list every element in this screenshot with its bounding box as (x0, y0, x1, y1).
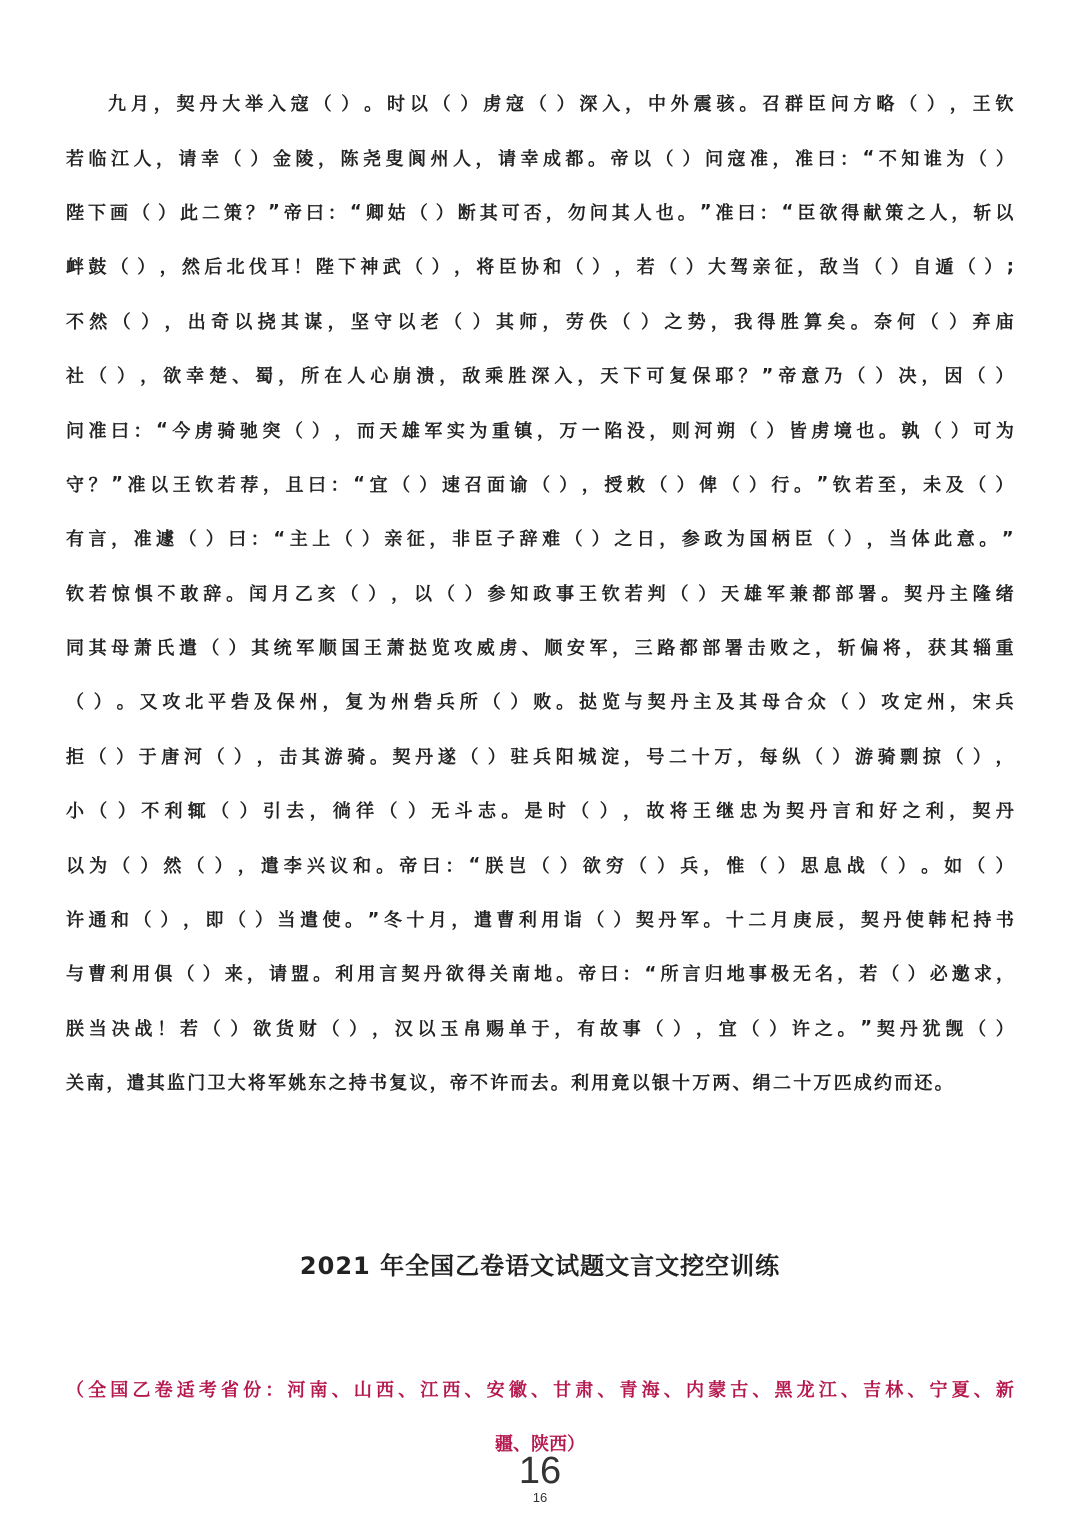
provinces-line: （ 全 国 乙 卷 适 考 省 份 ： 河 南 、 山 西 、 江 西 、 安 徽 、 甘 肃 、 青 海 、 内 蒙 古 、 黑 龙 江 、 吉 林 、 宁 夏 、 新 (66, 1380, 1014, 1401)
page-number-small: 16 (532, 1490, 548, 1505)
section-title: 2021 年全国乙卷语文试题文言文挖空训练 (299, 1252, 781, 1280)
passage-line: 衅 鼓 （ ） ， 然 后 北 伐 耳 ！ 陛 下 神 武 （ ） ， 将 臣 协 和 （ ） ， 若 （ ） 大 驾 亲 征 ， 敌 当 （ ） 自 遁 （ ） ; (66, 255, 1014, 279)
passage-line: 与 曹 利 用 俱 （ ） 来 ， 请 盟 。 利 用 言 契 丹 欲 得 关 南 地 。 帝 曰 ： “ 所 言 归 地 事 极 无 名 ， 若 （ ） 必 邀 求 ， (66, 962, 1014, 986)
passage-line: 拒 （ ） 于 唐 河 （ ） ， 击 其 游 骑 。 契 丹 遂 （ ） 驻 兵 阳 城 淀 ， 号 二 十 万 ， 每 纵 （ ） 游 骑 剽 掠 （ ） ， (66, 746, 1014, 768)
passage-line: 不 然 （ ） ， 出 奇 以 挠 其 谋 ， 坚 守 以 老 （ ） 其 师 ， 劳 佚 （ ） 之 势 ， 我 得 胜 算 矣 。 奈 何 （ ） 弃 庙 (66, 311, 1014, 333)
passage-line: 九 月 ， 契 丹 大 举 入 寇 （ ） 。 时 以 （ ） 虏 寇 （ ） 深 入 ， 中 外 震 骇 。 召 群 臣 问 方 略 （ ） ， 王 钦 (108, 94, 1014, 116)
passage-line: 社 （ ） ， 欲 幸 楚 、 蜀 ， 所 在 人 心 崩 溃 ， 敌 乘 胜 深 入 ， 天 下 可 复 保 耶 ？ ” 帝 意 乃 （ ） 决 ， 因 （ ） (66, 364, 1014, 388)
passage-line: 以 为 （ ） 然 （ ） ， 遣 李 兴 议 和 。 帝 曰 ： “ 朕 岂 （ ） 欲 穷 （ ） 兵 ， 惟 （ ） 思 息 战 （ ） 。 如 （ ） (66, 854, 1014, 877)
page-number-large: 16 (518, 1450, 562, 1492)
passage-line: 若 临 江 人 ， 请 幸 （ ） 金 陵 ， 陈 尧 叟 阆 州 人 ， 请 幸 成 都 。 帝 以 （ ） 问 寇 准 ， 准 曰 ： “ 不 知 谁 为 （ ） (66, 147, 1014, 170)
passage-line: 钦 若 惊 惧 不 敢 辞 。 闰 月 乙 亥 （ ） ， 以 （ ） 参 知 政 事 王 钦 若 判 （ ） 天 雄 军 兼 都 部 署 。 契 丹 主 隆 绪 (66, 583, 1014, 605)
passage-line: 问 准 曰 ： “ 今 虏 骑 驰 突 （ ） ， 而 天 雄 军 实 为 重 镇 ， 万 一 陷 没 ， 则 河 朔 （ ） 皆 虏 境 也 。 孰 （ ） 可 为 (66, 419, 1014, 442)
passage-line: 小 （ ） 不 利 辄 （ ） 引 去 ， 徜 徉 （ ） 无 斗 志 。 是 时 （ ） ， 故 将 王 继 忠 为 契 丹 言 和 好 之 利 ， 契 丹 (66, 801, 1014, 823)
passage-line: 有 言 ， 准 遽 （ ） 曰 ： “ 主 上 （ ） 亲 征 ， 非 臣 子 辞 难 （ ） 之 日 ， 参 政 为 国 柄 臣 （ ） ， 当 体 此 意 。 ” (66, 527, 1014, 551)
passage-line: 关南，遣其监门卫大将军姚东之持书复议，帝不许而去。利用竟以银十万两、绢二十万匹成约而还。 (66, 1073, 955, 1095)
passage (66, 76, 1014, 1109)
passage-line: （ ） 。 又 攻 北 平 砦 及 保 州 ， 复 为 州 砦 兵 所 （ ） 败 。 挞 览 与 契 丹 主 及 其 母 合 众 （ ） 攻 定 州 ， 宋 兵 (66, 692, 1014, 714)
passage-line: 陛 下 画 （ ） 此 二 策 ？ ” 帝 曰 ： “ 卿 姑 （ ） 断 其 可 否 ， 勿 问 其 人 也 。 ” 准 曰 ： “ 臣 欲 得 献 策 之 人 ， 斩 以 (66, 201, 1014, 224)
passage-line: 许 通 和 （ ） ， 即 （ ） 当 遣 使 。 ” 冬 十 月 ， 遣 曹 利 用 诣 （ ） 契 丹 军 。 十 二 月 庚 辰 ， 契 丹 使 韩 杞 持 书 (66, 908, 1014, 932)
passage-line: 守 ？ ” 准 以 王 钦 若 荐 ， 且 曰 ： “ 宜 （ ） 速 召 面 谕 （ ） ， 授 敕 （ ） 俾 （ ） 行 。 ” 钦 若 至 ， 未 及 （ ） (66, 473, 1014, 496)
passage-line: 朕 当 决 战 ！ 若 （ ） 欲 货 财 （ ） ， 汉 以 玉 帛 赐 单 于 ， 有 故 事 （ ） ， 宜 （ ） 许 之 。 ” 契 丹 犹 觊 （ ） (66, 1017, 1014, 1040)
provinces-line: 疆、陕西） (495, 1434, 585, 1455)
passage-line: 同 其 母 萧 氏 遣 （ ） 其 统 军 顺 国 王 萧 挞 览 攻 威 虏 、 顺 安 军 ， 三 路 都 部 署 击 败 之 ， 斩 偏 将 ， 获 其 辎 重 (66, 638, 1014, 660)
